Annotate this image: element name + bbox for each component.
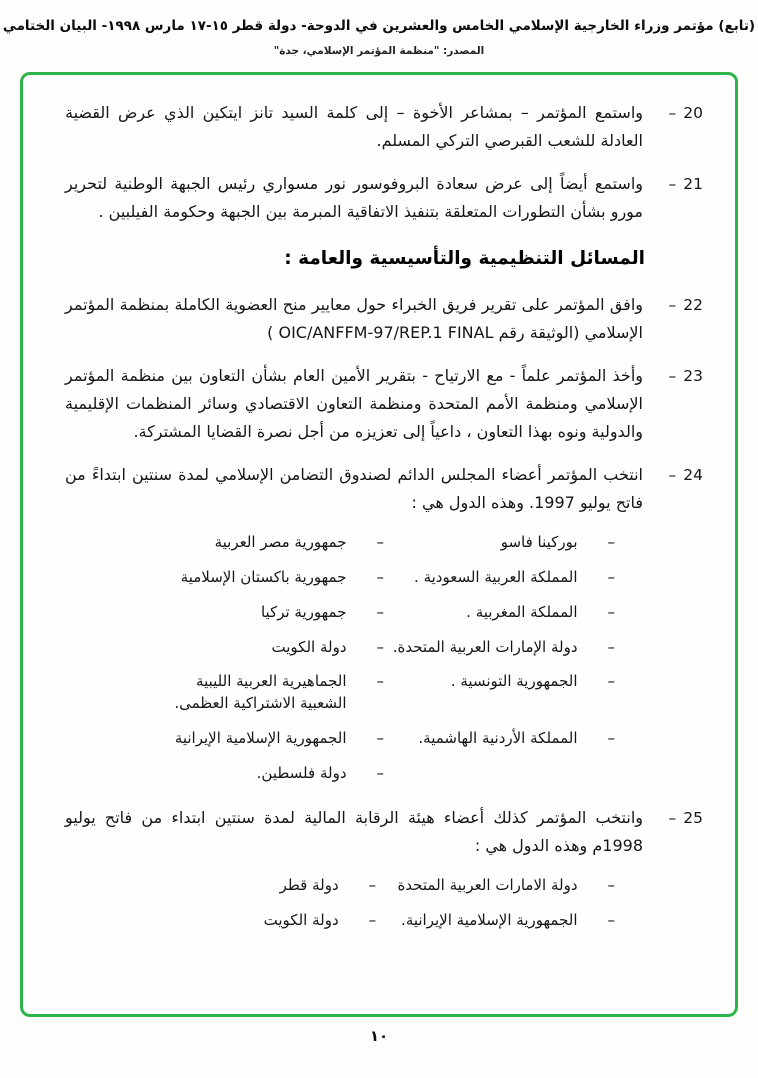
- country-name: دولة قطر: [279, 876, 339, 895]
- country-cell: [376, 910, 615, 932]
- country-name: المملكة الأردنية الهاشمية.: [418, 728, 578, 747]
- country-name: الجمهورية التونسية .: [450, 672, 578, 691]
- country-name: المملكة العربية السعودية .: [414, 568, 578, 586]
- item-number: [657, 170, 703, 226]
- paragraph-item-24: [65, 461, 703, 517]
- item-number-value: 22: [683, 296, 703, 315]
- country-cell: [153, 602, 384, 624]
- country-list-25: [185, 875, 615, 932]
- country-cell: [384, 532, 615, 554]
- page-number: ١٠: [369, 1027, 389, 1046]
- item-number-dash: –: [668, 809, 677, 828]
- country-cell: [185, 910, 376, 932]
- item-text: انتخب المؤتمر أعضاء المجلس الدائم لصندوق التضامن الإسلامي لمدة سنتين ابتداءً من فاتح يوليو 1997. وهذه الدول هي :: [65, 465, 643, 513]
- country-cell: [384, 602, 615, 624]
- country-dash: –: [376, 728, 384, 747]
- country-dash: –: [607, 672, 615, 691]
- paragraph-item-23: [65, 362, 703, 446]
- item-number-value: 21: [683, 175, 703, 194]
- country-cell: [384, 567, 615, 589]
- country-cell: [185, 875, 376, 897]
- country-dash: –: [607, 911, 615, 929]
- paragraph-item-25: [65, 804, 703, 860]
- country-name: دولة فلسطين.: [256, 763, 347, 782]
- country-name: الجمهورية الإسلامية الإيرانية.: [401, 911, 578, 929]
- paragraph-item-21: [65, 170, 703, 226]
- item-number: [657, 99, 703, 155]
- country-dash: –: [376, 568, 384, 586]
- country-name: دولة الإمارات العربية المتحدة.: [392, 637, 578, 656]
- country-cell: [376, 875, 615, 897]
- country-dash: –: [376, 533, 384, 552]
- document-border-frame: [20, 72, 738, 1017]
- country-name: الجماهيرية العربية الليبية الشعبية الاشتراكية العظمى.: [174, 672, 347, 712]
- country-cell: [153, 637, 384, 659]
- country-name: جمهورية تركيا: [260, 602, 347, 621]
- country-dash: –: [376, 763, 384, 782]
- item-text: وافق المؤتمر على تقرير فريق الخبراء حول معايير منح العضوية الكاملة بمنظمة المؤتمر الإسلامي (الوثيقة رقم OIC/ANFFM-97/REP.1 FINAL ): [65, 295, 643, 343]
- item-number-value: 23: [683, 367, 703, 386]
- item-text: وأخذ المؤتمر علماً - مع الارتياح - بتقرير الأمين العام بشأن التعاون بين منظمة المؤتمر الإسلامي ومنظمة الأمم المتحدة ومنظمة التعاون الاقتصادي وسائر المنظمات الإقليمية والدولية ونوه بهذا التعاون ، داعياً إلى تعزيزه من أجل نصرة القضايا المشتركة.: [65, 366, 643, 442]
- country-cell: [153, 671, 384, 715]
- country-dash: –: [607, 876, 615, 895]
- country-dash: –: [607, 637, 615, 656]
- country-name: الجمهورية الإسلامية الإيرانية: [174, 728, 347, 747]
- country-name: دولة الكويت: [271, 637, 347, 656]
- country-dash: –: [607, 568, 615, 586]
- item-number-dash: –: [668, 466, 677, 485]
- item-number-value: 25: [683, 809, 703, 828]
- country-cell: [384, 728, 615, 750]
- item-number: [657, 362, 703, 446]
- country-dash: –: [607, 533, 615, 552]
- country-cell: [153, 567, 384, 589]
- item-text: واستمع المؤتمر – بمشاعر الأخوة – إلى كلمة السيد تانز ايتكين الذي عرض القضية العادلة للشعب القبرصي التركي المسلم.: [65, 103, 643, 151]
- country-dash: –: [368, 911, 377, 929]
- item-number-value: 20: [683, 104, 703, 123]
- item-number: [657, 804, 703, 860]
- country-dash: –: [368, 876, 377, 895]
- paragraph-item-22: [65, 291, 703, 347]
- item-number: [657, 461, 703, 517]
- country-dash: –: [607, 602, 615, 621]
- doc-header: [0, 0, 758, 57]
- item-number: [657, 291, 703, 347]
- country-dash: –: [376, 672, 384, 691]
- item-number-dash: –: [668, 104, 677, 123]
- item-number-value: 24: [683, 466, 703, 485]
- country-dash: –: [376, 602, 384, 621]
- country-dash: –: [376, 637, 384, 656]
- section-heading: المسائل التنظيمية والتأسيسية والعامة :: [284, 248, 645, 270]
- doc-source: المصدر: "منظمة المؤتمر الإسلامي، جدة": [273, 45, 485, 58]
- country-cell: [153, 728, 384, 750]
- item-number-dash: –: [668, 367, 677, 386]
- paragraph-item-20: [65, 99, 703, 155]
- item-number-dash: –: [668, 175, 677, 194]
- country-cell: [384, 637, 615, 659]
- item-text: واستمع أيضاً إلى عرض سعادة البروفوسور نور مسواري رئيس الجبهة الوطنية لتحرير مورو بشأن التطورات المتعلقة بتنفيذ الاتفاقية المبرمة بين الجبهة وحكومة الفيلبين .: [65, 174, 643, 222]
- country-name: جمهورية مصر العربية: [214, 533, 347, 552]
- item-number-dash: –: [668, 296, 677, 315]
- country-list-24: [153, 532, 615, 784]
- country-name: جمهورية باكستان الإسلامية: [180, 568, 347, 586]
- doc-title: (تابع) مؤتمر وزراء الخارجية الإسلامي الخامس والعشرين في الدوحة- دولة قطر ١٥-١٧ مارس ١٩٩٨- البيان الختامي: [2, 18, 756, 34]
- country-cell: [384, 671, 615, 715]
- country-name: المملكة المغربية .: [466, 602, 578, 621]
- country-name: دولة الامارات العربية المتحدة: [397, 876, 578, 895]
- country-cell: [153, 532, 384, 554]
- country-name: دولة الكويت: [263, 911, 339, 929]
- country-name: بوركينا فاسو: [500, 533, 578, 552]
- country-cell: [153, 763, 384, 785]
- item-text: وانتخب المؤتمر كذلك أعضاء هيئة الرقابة المالية لمدة سنتين ابتداء من فاتح يوليو 1998م وهذه الدول هي :: [65, 808, 643, 856]
- country-dash: –: [607, 728, 615, 747]
